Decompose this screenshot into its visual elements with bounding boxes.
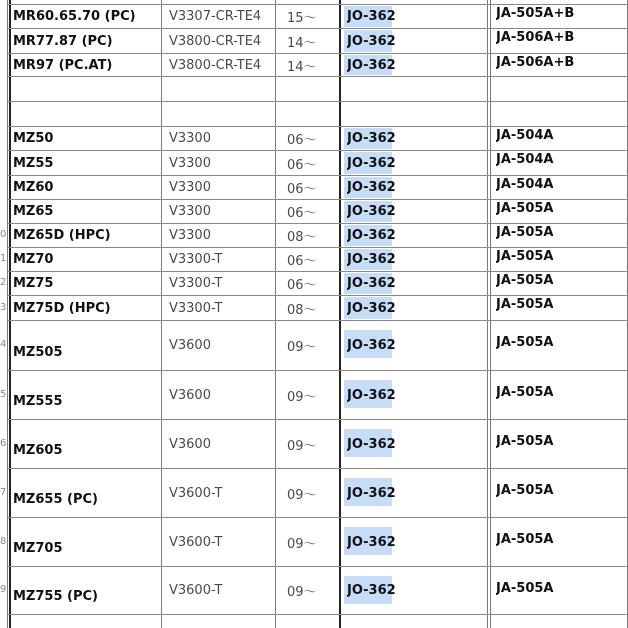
model-cell[interactable] bbox=[13, 77, 160, 101]
jo-part-cell[interactable]: JO-362 bbox=[347, 204, 396, 219]
row-number: 8 bbox=[0, 535, 7, 547]
ja-part-cell[interactable]: JA-505A bbox=[496, 532, 554, 547]
model-cell[interactable]: MR60.65.70 (PC) bbox=[13, 9, 136, 24]
build-cell[interactable]: 06～ bbox=[287, 182, 317, 197]
build-cell[interactable]: 08～ bbox=[287, 230, 317, 245]
build-cell[interactable]: 09～ bbox=[287, 438, 317, 454]
model-cell[interactable]: MZ50 bbox=[13, 131, 54, 146]
build-cell[interactable]: 09～ bbox=[287, 389, 317, 405]
build-cell[interactable]: 06～ bbox=[287, 206, 317, 221]
build-cell[interactable]: 09～ bbox=[287, 536, 317, 552]
jo-part-cell[interactable]: JO-362 bbox=[347, 276, 396, 291]
ja-part-cell[interactable]: JA-506A+B bbox=[496, 55, 575, 70]
version-cell[interactable]: V3300-T bbox=[169, 276, 223, 291]
ja-part-cell[interactable]: JA-505A bbox=[496, 385, 554, 400]
model-cell[interactable]: MZ555 bbox=[13, 393, 63, 409]
column-border bbox=[339, 0, 341, 628]
build-cell[interactable]: 14～ bbox=[287, 59, 317, 75]
version-cell[interactable]: V3600-T bbox=[169, 534, 223, 550]
build-cell[interactable]: 06～ bbox=[287, 157, 317, 173]
column-border bbox=[490, 0, 491, 628]
model-cell[interactable]: MR97 (PC.AT) bbox=[13, 57, 113, 73]
row-border bbox=[8, 614, 628, 615]
build-cell[interactable]: 09～ bbox=[287, 340, 317, 355]
row-number: 9 bbox=[0, 584, 7, 595]
jo-part-cell[interactable]: JO-362 bbox=[347, 338, 396, 353]
jo-part-cell[interactable]: JO-362 bbox=[347, 155, 396, 171]
jo-part-cell[interactable] bbox=[347, 77, 485, 101]
jo-part-cell[interactable]: JO-362 bbox=[347, 252, 396, 267]
build-cell[interactable] bbox=[287, 77, 335, 101]
ja-part-cell[interactable]: JA-505A bbox=[496, 273, 554, 288]
build-cell[interactable]: 14～ bbox=[287, 35, 317, 51]
build-cell[interactable]: 09～ bbox=[287, 487, 317, 503]
build-cell[interactable]: 06～ bbox=[287, 254, 317, 269]
model-cell[interactable] bbox=[13, 102, 160, 126]
ja-part-cell[interactable]: JA-505A bbox=[496, 297, 554, 312]
jo-part-cell[interactable]: JO-362 bbox=[347, 228, 396, 243]
ja-part-cell[interactable]: JA-505A bbox=[496, 201, 554, 216]
build-cell[interactable]: 09～ bbox=[287, 585, 317, 600]
version-cell[interactable]: V3300 bbox=[169, 155, 211, 171]
ja-part-cell[interactable] bbox=[496, 77, 624, 101]
model-cell[interactable]: MZ65 bbox=[13, 204, 54, 219]
row-number: 1 bbox=[0, 253, 7, 264]
jo-part-cell[interactable]: JO-362 bbox=[347, 583, 396, 598]
model-cell[interactable]: MZ70 bbox=[13, 252, 54, 267]
model-cell[interactable]: MZ505 bbox=[13, 344, 63, 360]
ja-part-cell[interactable]: JA-504A bbox=[496, 152, 554, 167]
version-cell[interactable]: V3600-T bbox=[169, 485, 223, 501]
ja-part-cell[interactable] bbox=[496, 102, 624, 126]
ja-part-cell[interactable]: JA-505A bbox=[496, 483, 554, 498]
ja-part-cell[interactable]: JA-505A bbox=[496, 225, 554, 240]
column-border bbox=[9, 0, 11, 628]
build-cell[interactable]: 06～ bbox=[287, 133, 317, 148]
ja-part-cell[interactable]: JA-504A bbox=[496, 177, 554, 192]
column-border bbox=[487, 0, 488, 628]
jo-part-cell[interactable] bbox=[347, 102, 485, 126]
build-cell[interactable] bbox=[287, 102, 335, 126]
ja-part-cell[interactable]: JA-505A bbox=[496, 434, 554, 449]
model-cell[interactable]: MZ755 (PC) bbox=[13, 589, 98, 604]
model-cell[interactable]: MZ75 bbox=[13, 276, 54, 291]
version-cell[interactable]: V3300 bbox=[169, 131, 211, 146]
row-number: 5 bbox=[0, 388, 7, 400]
version-cell[interactable]: V3300 bbox=[169, 228, 211, 243]
jo-part-cell[interactable]: JO-362 bbox=[347, 534, 396, 550]
version-cell[interactable]: V3300 bbox=[169, 204, 211, 219]
version-cell[interactable]: V3600 bbox=[169, 436, 211, 452]
model-cell[interactable]: MZ75D (HPC) bbox=[13, 300, 111, 316]
jo-part-cell[interactable]: JO-362 bbox=[347, 387, 396, 403]
model-cell[interactable]: MZ605 bbox=[13, 442, 63, 458]
build-cell[interactable]: 08～ bbox=[287, 302, 317, 318]
jo-part-cell[interactable]: JO-362 bbox=[347, 436, 396, 452]
column-border bbox=[161, 0, 162, 628]
row-number: 0 bbox=[0, 229, 7, 240]
ja-part-cell[interactable]: JA-505A+B bbox=[496, 6, 575, 21]
row-number: 3 bbox=[0, 301, 7, 313]
row-number: 2 bbox=[0, 277, 7, 288]
version-cell[interactable] bbox=[169, 77, 273, 101]
column-border bbox=[7, 0, 8, 628]
jo-part-cell[interactable]: JO-362 bbox=[347, 33, 396, 49]
jo-part-cell[interactable]: JO-362 bbox=[347, 300, 396, 316]
version-cell[interactable]: V3307-CR-TE4 bbox=[169, 9, 262, 24]
ja-part-cell[interactable]: JA-504A bbox=[496, 128, 554, 143]
model-cell[interactable]: MR77.87 (PC) bbox=[13, 33, 113, 49]
ja-part-cell[interactable]: JA-506A+B bbox=[496, 30, 575, 45]
row-number: 6 bbox=[0, 437, 7, 449]
version-cell[interactable]: V3800-CR-TE4 bbox=[169, 57, 262, 73]
model-cell[interactable]: MZ60 bbox=[13, 180, 54, 195]
jo-part-cell[interactable]: JO-362 bbox=[347, 485, 396, 501]
version-cell[interactable] bbox=[169, 102, 273, 126]
model-cell[interactable]: MZ55 bbox=[13, 155, 54, 171]
column-border bbox=[275, 0, 276, 628]
version-cell[interactable]: V3600-T bbox=[169, 583, 223, 598]
jo-part-cell[interactable]: JO-362 bbox=[347, 57, 396, 73]
jo-part-cell[interactable]: JO-362 bbox=[347, 9, 396, 24]
model-cell[interactable]: MZ705 bbox=[13, 540, 63, 556]
build-cell[interactable]: 06～ bbox=[287, 278, 317, 293]
ja-part-cell[interactable]: JA-505A bbox=[496, 249, 554, 264]
version-cell[interactable]: V3800-CR-TE4 bbox=[169, 33, 262, 49]
ja-part-cell[interactable]: JA-505A bbox=[496, 335, 554, 350]
version-cell[interactable]: V3600 bbox=[169, 387, 211, 403]
jo-part-cell[interactable]: JO-362 bbox=[347, 131, 396, 146]
version-cell[interactable]: V3600 bbox=[169, 338, 211, 353]
version-cell[interactable]: V3300 bbox=[169, 180, 211, 195]
build-cell[interactable]: 15～ bbox=[287, 11, 317, 26]
jo-part-cell[interactable]: JO-362 bbox=[347, 180, 396, 195]
model-cell[interactable]: MZ655 (PC) bbox=[13, 491, 98, 507]
row-number: 4 bbox=[0, 339, 7, 350]
ja-part-cell[interactable]: JA-505A bbox=[496, 581, 554, 596]
version-cell[interactable]: V3300-T bbox=[169, 300, 223, 316]
version-cell[interactable]: V3300-T bbox=[169, 252, 223, 267]
row-number: 7 bbox=[0, 486, 7, 498]
model-cell[interactable]: MZ65D (HPC) bbox=[13, 228, 111, 243]
